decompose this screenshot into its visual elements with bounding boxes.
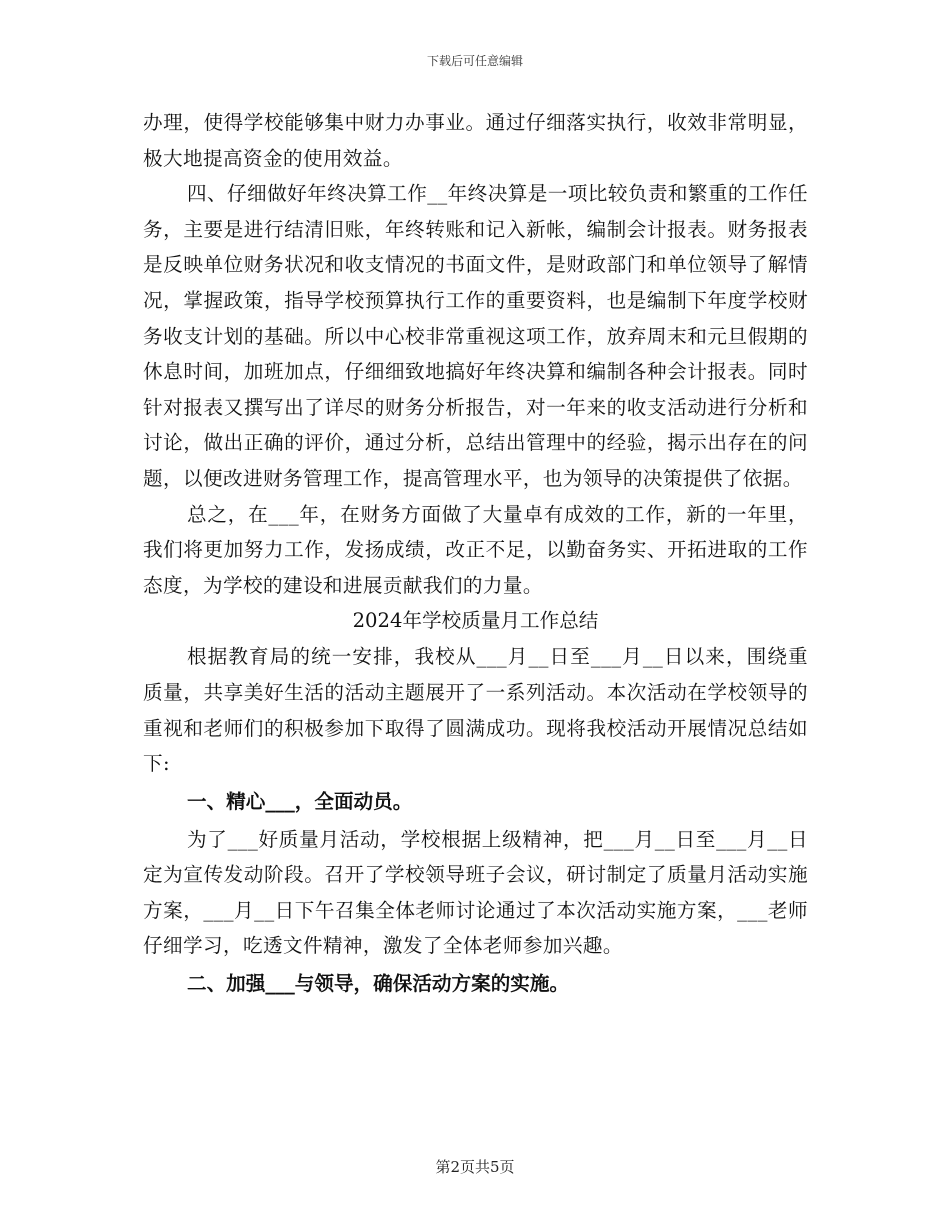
document-body [143,105,808,1004]
paragraph-5: 为了___好质量月活动，学校根据上级精神，把___月__日至___月__日定为宣传发动阶段。召开了学校领导班子会议，研讨制定了质量月活动实施方案，___月__日下午召集全体老师讨论通过了本次活动实施方案，___老师仔细学习，吃透文件精神，激发了全体老师参加兴趣。 [143,827,808,958]
heading-2: 二、加强___与领导，确保活动方案的实施。 [187,972,570,996]
paragraph-3: 总之，在___年，在财务方面做了大量卓有成效的工作，新的一年里，我们将更加努力工作，发扬成绩，改正不足，以勤奋务实、开拓进取的工作态度，为学校的建设和进展贡献我们的力量。 [143,502,808,597]
heading-1: 一、精心___，全面动员。 [187,789,413,813]
paragraph-2: 四、仔细做好年终决算工作__年终决算是一项比较负责和繁重的工作任务，主要是进行结清旧账，年终转账和记入新帐，编制会计报表。财务报表是反映单位财务状况和收支情况的书面文件，是财政部门和单位领导了解情况，掌握政策，指导学校预算执行工作的重要资料，也是编制下年度学校财务收支计划的基础。所以中心校非常重视这项工作，放弃周末和元旦假期的休息时间，加班加点，仔细细致地搞好年终决算和编制各种会计报表。同时针对报表又撰写出了详尽的财务分析报告，对一年来的收支活动进行分析和讨论，做出正确的评价，通过分析，总结出管理中的经验，揭示出存在的问题，以便改进财务管理工作，提高管理水平，也为领导的决策提供了依据。 [143,182,808,490]
page-header: 下载后可任意编辑 [426,54,523,68]
page-footer: 第2页共5页 [435,1158,515,1176]
paragraph-1: 办理，使得学校能够集中财力办事业。通过仔细落实执行，收效非常明显，极大地提高资金的使用效益。 [143,111,808,170]
section-title: 2024年学校质量月工作总结 [352,609,599,633]
paragraph-4: 根据教育局的统一安排，我校从___月__日至___月__日以来，围绕重质量，共享美好生活的活动主题展开了一系列活动。本次活动在学校领导的重视和老师们的积极参加下取得了圆满成功。现将我校活动开展情况总结如下: [143,645,808,776]
